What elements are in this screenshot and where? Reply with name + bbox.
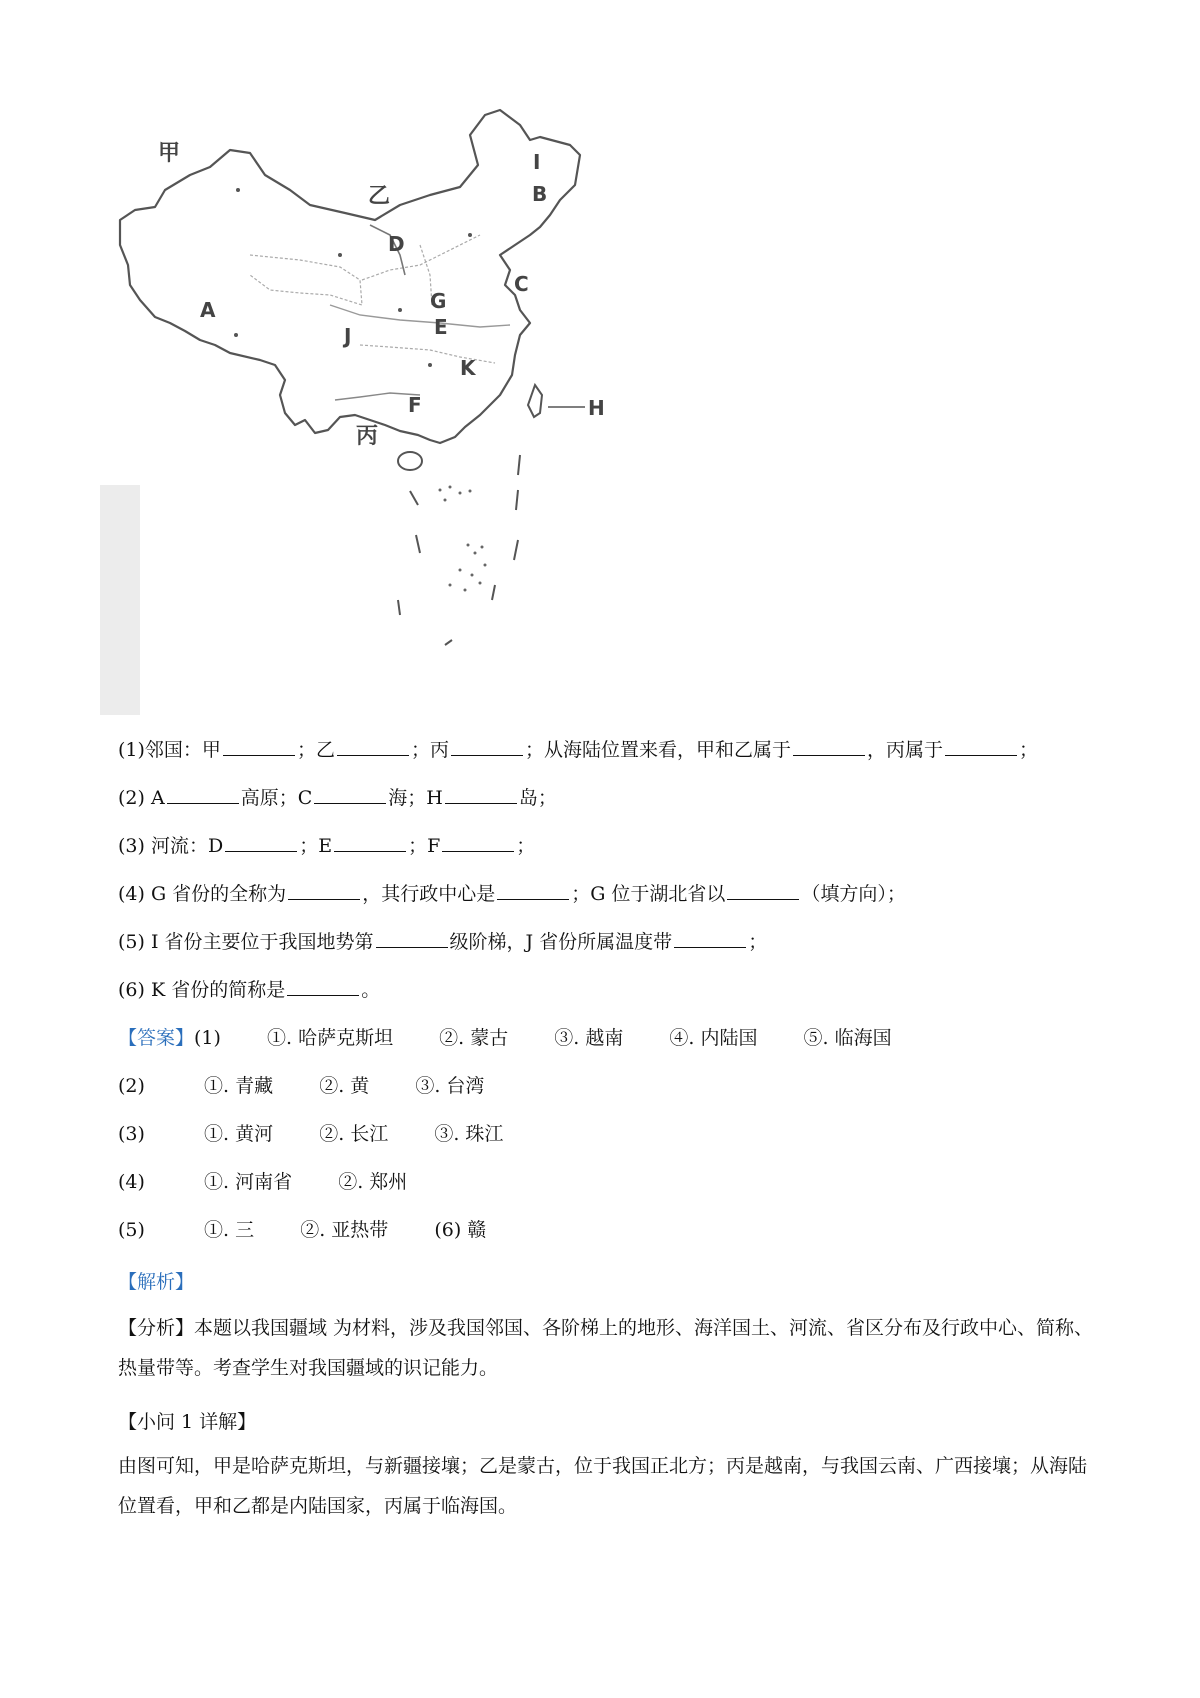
answer-blank (497, 881, 569, 900)
answer-row-2: (2) ①. 青藏 ②. 黄 ③. 台湾 (118, 1075, 485, 1097)
question-2: (2) A 高原；C 海；H 岛； (118, 787, 557, 809)
question-4: (4) G 省份的全称为 ，其行政中心是 ；G 位于湖北省以 （填方向）； (118, 883, 906, 905)
label-yi: 乙 (368, 184, 391, 209)
nine-dash-line (416, 535, 420, 553)
nine-dash-line (410, 491, 418, 505)
sub1-title: 【小问 1 详解】 (118, 1411, 257, 1433)
label-A: A (200, 298, 216, 322)
nine-dash-line (398, 600, 400, 615)
label-J: J (344, 324, 352, 348)
answer-row-3: (3) ①. 黄河 ②. 长江 ③. 珠江 (118, 1123, 504, 1145)
answer-blank (445, 785, 517, 804)
china-map (100, 95, 680, 715)
answer-blank (442, 833, 514, 852)
label-H: H (588, 396, 605, 420)
question-6: (6) K 省份的简称是 。 (118, 979, 381, 1001)
label-F: F (408, 393, 422, 417)
answer-blank (376, 929, 448, 948)
answer-blank (727, 881, 799, 900)
answer-blank (337, 737, 409, 756)
answer-row-5: (5) ①. 三 ②. 亚热带 (6) 赣 (118, 1219, 487, 1241)
nine-dash-line (516, 490, 518, 510)
nine-dash-line (514, 540, 518, 560)
province-boundary (362, 235, 480, 280)
label-I: I (533, 150, 541, 174)
answer-blank (288, 881, 360, 900)
answer-row-1: 【答案】(1) ①. 哈萨克斯坦 ②. 蒙古 ③. 越南 ④. 内陆国 ⑤. 临海国 (118, 1027, 892, 1049)
answer-blank (334, 833, 406, 852)
question-5: (5) I 省份主要位于我国地势第 级阶梯，J 省份所属温度带 ； (118, 931, 768, 953)
question-1: (1)邻国：甲 ；乙 ；丙 ；从海陆位置来看，甲和乙属于 ，丙属于 ； (118, 739, 1039, 761)
hainan-island (398, 452, 422, 470)
nine-dash-line (445, 640, 452, 645)
answer-blank (223, 737, 295, 756)
answer-blank (167, 785, 239, 804)
answer-tag: 【答案】 (118, 1027, 195, 1049)
island-dots (439, 486, 487, 592)
answer-row-4: (4) ①. 河南省 ②. 郑州 (118, 1171, 408, 1193)
province-boundary (250, 255, 362, 305)
scan-artifact (100, 485, 140, 715)
answer-blank (945, 737, 1017, 756)
yangtze-river (330, 305, 510, 327)
analysis-tag: 【解析】 (118, 1271, 195, 1293)
label-D: D (388, 232, 405, 256)
label-G: G (430, 289, 447, 313)
label-E: E (434, 315, 448, 339)
answer-blank (674, 929, 746, 948)
answer-blank (287, 977, 359, 996)
label-C: C (514, 272, 529, 296)
china-outline (120, 110, 580, 443)
label-K: K (460, 356, 476, 380)
label-bing: 丙 (356, 424, 379, 449)
answer-blank (793, 737, 865, 756)
label-B: B (532, 182, 548, 206)
nine-dash-line (492, 585, 495, 600)
answer-blank (314, 785, 386, 804)
answer-blank (225, 833, 297, 852)
sub1-body: 由图可知，甲是哈萨克斯坦，与新疆接壤；乙是蒙古，位于我国正北方；丙是越南，与我国云南、广西接壤；从海陆位置看，甲和乙都是内陆国家，丙属于临海国。 (118, 1455, 1088, 1517)
taiwan-island (528, 385, 542, 417)
analysis-fenxi: 【分析】本题以我国疆域 为材料，涉及我国邻国、各阶梯上的地形、海洋国土、河流、省区分布及行政中心、简称、热量带等。考查学生对我国疆域的识记能力。 (118, 1317, 1094, 1379)
label-jia: 甲 (158, 141, 181, 166)
answer-blank (451, 737, 523, 756)
nine-dash-line (518, 455, 520, 475)
question-3: (3) 河流：D ；E ；F ； (118, 835, 536, 857)
